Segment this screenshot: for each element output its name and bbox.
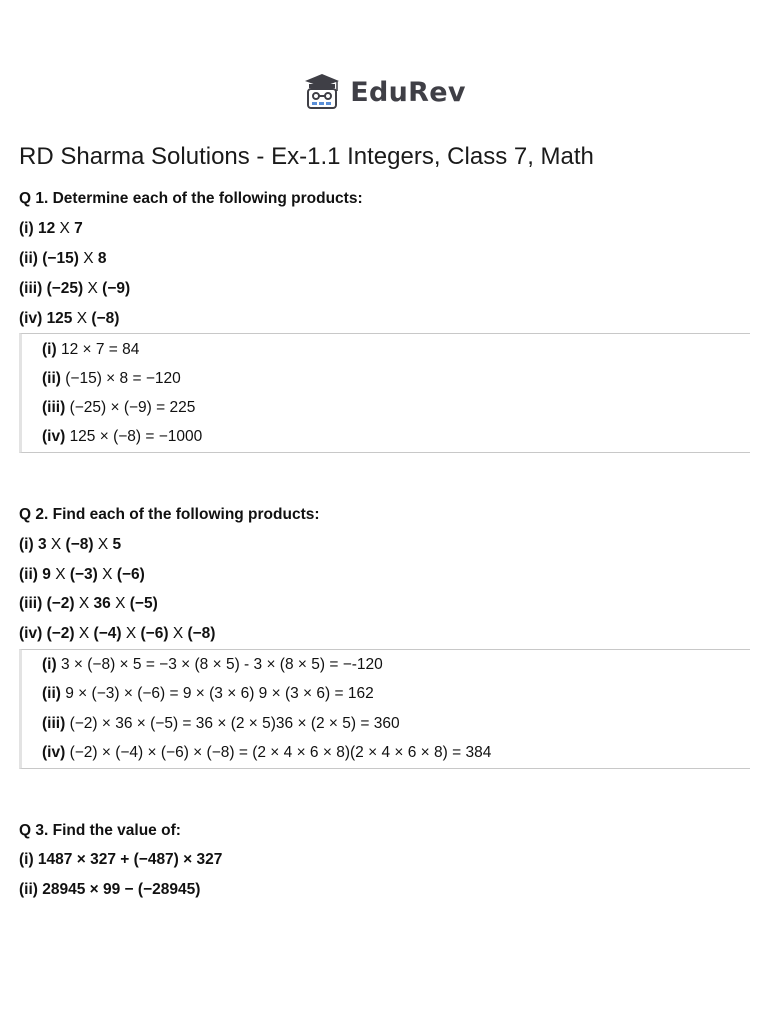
q2-item: (iii) (−2) X 36 X (−5) — [19, 595, 158, 612]
q1-answer-box — [19, 333, 750, 453]
q1-item: (i) 12 X 7 — [19, 220, 83, 237]
q1-heading: Q 1. Determine each of the following products: — [19, 190, 363, 207]
answer-line: (iv) 125 × (−8) = −1000 — [42, 428, 203, 445]
answer-line: (i) 3 × (−8) × 5 = −3 × (8 × 5) - 3 × (8 × 5) = −-120 — [42, 656, 383, 673]
q3-heading: Q 3. Find the value of: — [19, 822, 181, 839]
q2-item: (iv) (−2) X (−4) X (−6) X (−8) — [19, 625, 216, 642]
answer-line: (iii) (−2) × 36 × (−5) = 36 × (2 × 5)36 × (2 × 5) = 360 — [42, 715, 400, 732]
answer-line: (i) 12 × 7 = 84 — [42, 341, 140, 358]
q2-answer-box — [19, 649, 750, 769]
q1-item: (iii) (−25) X (−9) — [19, 280, 131, 297]
answer-line: (iv) (−2) × (−4) × (−6) × (−8) = (2 × 4 × 6 × 8)(2 × 4 × 6 × 8) = 384 — [42, 744, 492, 761]
answer-line: (ii) 9 × (−3) × (−6) = 9 × (3 × 6) 9 × (3 × 6) = 162 — [42, 685, 374, 702]
brand-name: EduRev — [350, 76, 466, 108]
page-title: RD Sharma Solutions - Ex-1.1 Integers, Class 7, Math — [19, 143, 594, 170]
q1-item: (iv) 125 X (−8) — [19, 310, 120, 327]
q2-item: (ii) 9 X (−3) X (−6) — [19, 566, 145, 583]
q3-item: (ii) 28945 × 99 − (−28945) — [19, 881, 201, 898]
q2-item: (i) 3 X (−8) X 5 — [19, 536, 122, 553]
q3-item: (i) 1487 × 327 + (−487) × 327 — [19, 851, 223, 868]
graduation-cap-icon — [302, 74, 342, 110]
answer-line: (ii) (−15) × 8 = −120 — [42, 370, 181, 387]
q1-item: (ii) (−15) X 8 — [19, 250, 107, 267]
edurev-logo[interactable] — [0, 72, 768, 112]
q2-heading: Q 2. Find each of the following products: — [19, 506, 320, 523]
answer-line: (iii) (−25) × (−9) = 225 — [42, 399, 196, 416]
